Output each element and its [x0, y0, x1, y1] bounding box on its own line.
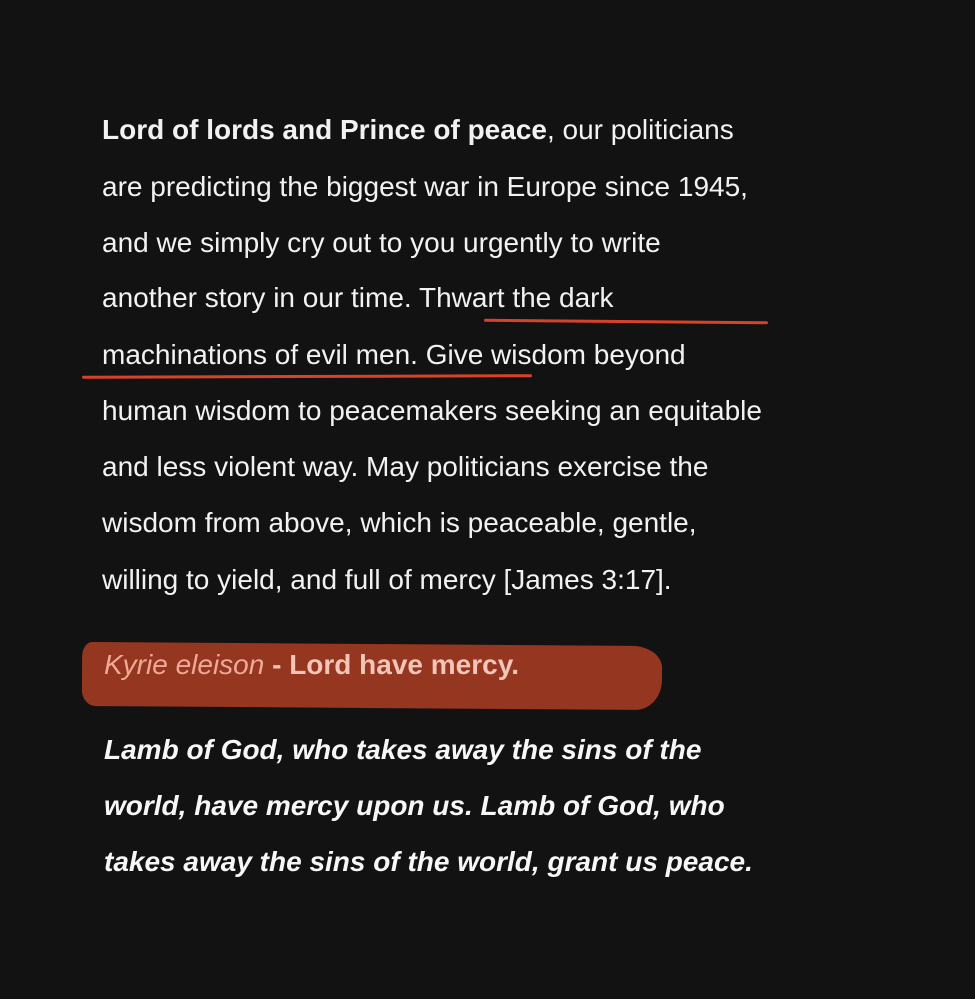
bold-phrase: Lord of lords and Prince of peace	[102, 114, 547, 145]
underline-mark-2	[82, 374, 532, 379]
paragraph-line-9: willing to yield, and full of mercy [James 3:17].	[102, 564, 672, 595]
paragraph-line-1	[102, 110, 734, 150]
paragraph-line-6: human wisdom to peacemakers seeking an equitable	[102, 395, 762, 426]
kyrie-line	[104, 645, 519, 685]
underline-mark-1	[484, 319, 768, 324]
lamb-line-2: world, have mercy upon us. Lamb of God, who	[104, 790, 725, 821]
paragraph-line-7: and less violent way. May politicians exercise the	[102, 451, 709, 482]
lamb-line-3: takes away the sins of the world, grant us peace.	[104, 846, 753, 877]
paragraph-line-2: are predicting the biggest war in Europe since 1945,	[102, 171, 748, 202]
paragraph-line-8: wisdom from above, which is peaceable, gentle,	[102, 507, 697, 538]
kyrie-rest: - Lord have mercy.	[264, 649, 519, 680]
line-text: , our politicians	[546, 114, 734, 145]
lamb-line-1: Lamb of God, who takes away the sins of the	[104, 734, 702, 765]
paragraph-line-4: another story in our time. Thwart the dark	[102, 282, 614, 313]
paragraph-line-5: machinations of evil men. Give wisdom beyond	[102, 339, 686, 370]
paragraph-line-3: and we simply cry out to you urgently to write	[102, 227, 661, 258]
kyrie-italic: Kyrie eleison	[104, 649, 265, 680]
